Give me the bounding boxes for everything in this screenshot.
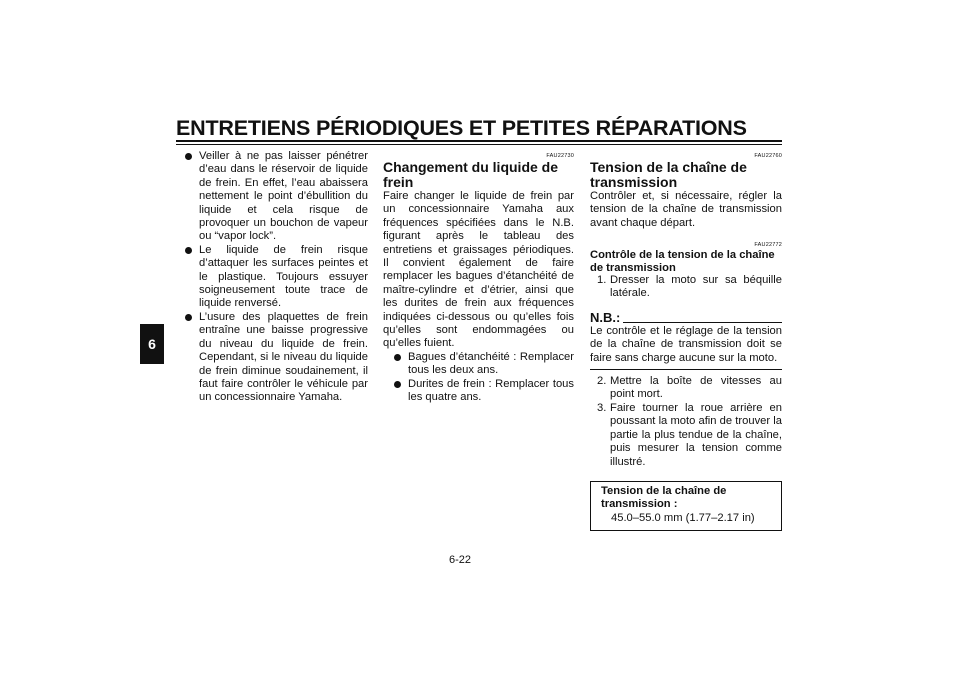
precaution-list [184,150,368,405]
step-item [590,402,782,469]
subsection-heading-chain-check: Contrôle de la tension de la chaîne de transmission [590,249,775,274]
step-list [590,274,782,301]
list-item [184,311,368,405]
bullet-icon [185,247,192,254]
nb-rule [623,322,782,323]
spec-label: Tension de la chaîne de transmission : [601,484,727,511]
spec-value: 45.0–55.0 mm (1.77–2.17 in) [611,511,755,524]
column-3 [590,150,782,531]
list-item [393,378,574,405]
bullet-icon [394,381,401,388]
list-item-text: Le liquide de frein risque d’attaquer les surfaces peintes et le plastique. Toujours essuyer soigneusement toute trace de liquide renversé. [199,243,368,310]
section-code: FAU22730 [546,153,574,159]
section-paragraph: Faire changer le liquide de frein par un concessionnaire Yamaha aux fréquences spécifiées dans le N.B. figurant après le tableau des entretiens et graissages périodiques. Il convient également de faire remplacer les bagues d’étanchéité de maître-cylindre et d’étrier, ainsi que les durites de frein aux fréquences indiquées ci-dessous ou qu’elles fois qu’elles sont endommagées ou qu’elles fuient. [383,190,574,350]
step-item [590,375,782,402]
list-item-text: L’usure des plaquettes de frein entraîne une baisse progressive du niveau du liquide de frein. Cependant, si le niveau du liquide de frein diminue soudainement, il faut faire contrôler le véhicule par un concessionnaire Yamaha. [199,310,368,404]
list-item [184,244,368,311]
bullet-icon [185,153,192,160]
nb-text: Le contrôle et le réglage de la tension de la chaîne de transmission doit se faire sans charge aucune sur la moto. [590,324,782,364]
step-text: Faire tourner la roue arrière en poussant la moto afin de trouver la partie la plus tendue de la chaîne, puis mesurer la tension comme illustré. [610,401,782,468]
nb-header [590,311,782,325]
column-1 [184,150,368,405]
step-number: 3. [597,401,607,414]
section-paragraph: Contrôler et, si nécessaire, régler la tension de la chaîne de transmission avant chaque départ. [590,190,782,229]
list-item [184,150,368,244]
nb-label: N.B.: [590,309,621,325]
step-number: 1. [597,274,607,287]
step-number: 2. [597,375,607,388]
list-item-text: Durites de frein : Remplacer tous les quatre ans. [408,377,574,404]
list-item-text: Bagues d’étanchéité : Remplacer tous les deux ans. [408,350,574,377]
replacement-list [393,351,574,405]
page-title: ENTRETIENS PÉRIODIQUES ET PETITES RÉPARATIONS [176,116,747,140]
list-item-text: Veiller à ne pas laisser pénétrer d’eau dans le réservoir de liquide de frein. En effet, l’eau abaissera nettement le point d’ébullition du liquide et cela risque de provoquer un bouchon de vapeur ou “vapor lock”. [199,150,368,243]
header-rule-thin [176,144,782,145]
section-code: FAU22760 [754,153,782,159]
spec-box [590,481,782,531]
step-item [590,274,782,301]
step-text: Dresser la moto sur sa béquille latérale. [610,274,782,300]
section-code: FAU22772 [754,242,782,249]
section-heading-brake-fluid-change: Changement du liquide de frein [383,159,559,190]
column-2 [383,150,574,405]
chapter-tab: 6 [140,324,164,364]
section-heading-chain-tension: Tension de la chaîne de transmission [590,159,747,190]
list-item [393,351,574,378]
step-text: Mettre la boîte de vitesses au point mort. [610,375,782,401]
step-list [590,375,782,469]
nb-end-rule [590,369,782,370]
bullet-icon [185,314,192,321]
bullet-icon [394,354,401,361]
header-rule [176,140,782,142]
page-number: 6-22 [448,554,472,566]
